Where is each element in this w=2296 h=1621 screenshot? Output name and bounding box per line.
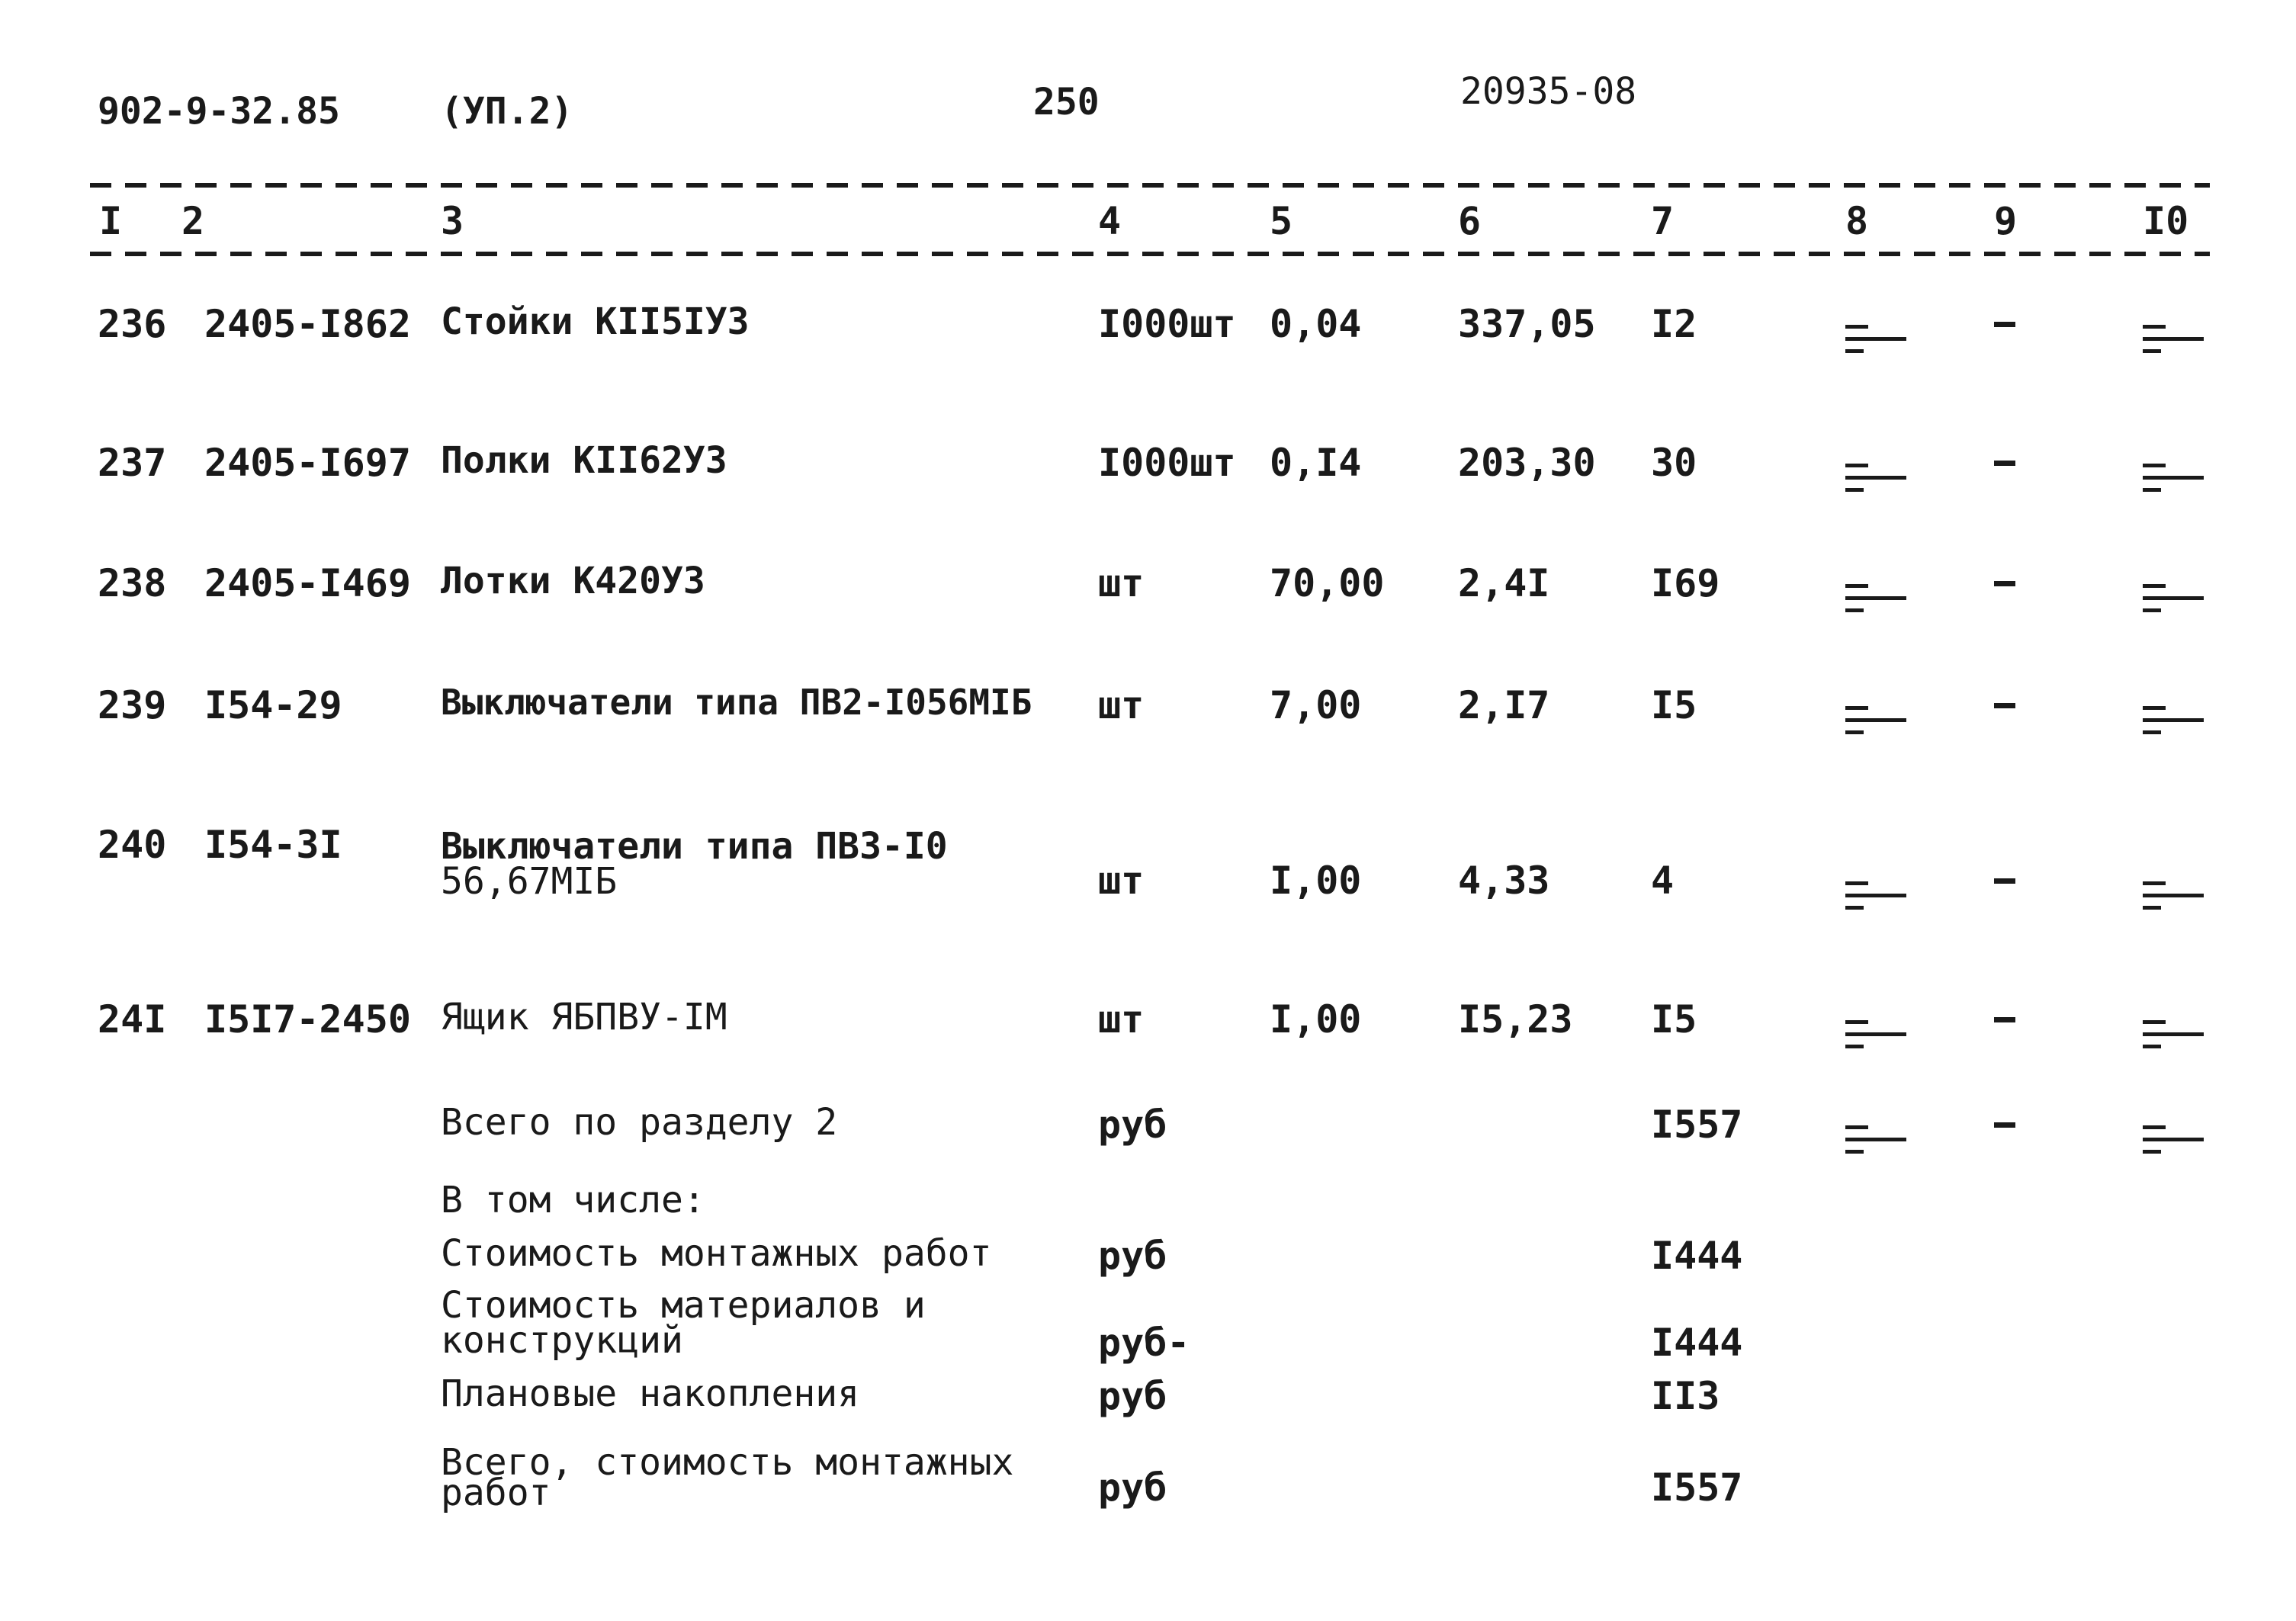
summary-label: Стоимость монтажных работ (441, 1232, 992, 1275)
row-name: Лотки К420УЗ (441, 560, 705, 602)
row-code: 2405-I697 (204, 441, 411, 485)
row-quantity: 7,00 (1270, 683, 1362, 727)
summary-label: Всего по разделу 2 (441, 1101, 838, 1144)
ditto-mark-col8 (1845, 459, 1906, 500)
ditto-mark-col8 (1845, 1121, 1906, 1162)
row-total: 4 (1651, 859, 1675, 903)
row-unit: шт (1098, 997, 1145, 1042)
row-quantity: 0,04 (1270, 302, 1362, 346)
summary-label-line-2: работ (441, 1472, 551, 1514)
row-unit: I000шт (1098, 302, 1236, 346)
summary-unit: руб- (1098, 1321, 1190, 1365)
row-code: 2405-I862 (204, 302, 411, 346)
row-unit-price: 337,05 (1458, 302, 1596, 346)
col-header-1: I (99, 199, 123, 243)
dash-mark-col9 (1994, 322, 2015, 327)
dash-mark-col9 (1994, 878, 2015, 884)
ditto-mark-col8 (1845, 701, 1906, 743)
row-unit-price: 4,33 (1458, 859, 1550, 903)
ditto-mark-col10 (2143, 1121, 2204, 1162)
summary-label: Плановые накопления (441, 1372, 860, 1415)
col-header-9: 9 (1994, 199, 2018, 243)
row-unit-price: 2,I7 (1458, 683, 1550, 727)
ditto-mark-col10 (2143, 1016, 2204, 1057)
inventory-number: 20935-08 (1460, 70, 1637, 113)
row-quantity: 70,00 (1270, 561, 1385, 605)
ditto-mark-col10 (2143, 579, 2204, 621)
row-total: 30 (1651, 441, 1697, 485)
row-number: 24I (98, 997, 167, 1042)
row-name: Выключатели типа ПВ2-I056МIБ (441, 682, 1032, 723)
ditto-mark-col10 (2143, 877, 2204, 918)
ditto-mark-col10 (2143, 459, 2204, 500)
row-total: I5 (1651, 683, 1697, 727)
row-unit-price: 2,4I (1458, 561, 1550, 605)
row-unit-price: I5,23 (1458, 997, 1573, 1042)
row-name: Полки КII62УЗ (441, 439, 727, 482)
row-code: I54-3I (204, 823, 342, 867)
col-header-3: 3 (441, 199, 464, 243)
doc-code: 902-9-32.85 (98, 90, 340, 133)
row-unit: шт (1098, 561, 1145, 605)
summary-unit: руб (1098, 1374, 1167, 1418)
top-rule (90, 183, 2210, 188)
summary-value: II3 (1651, 1374, 1720, 1418)
summary-unit: руб (1098, 1103, 1167, 1147)
row-unit-price: 203,30 (1458, 441, 1596, 485)
col-header-5: 5 (1270, 199, 1293, 243)
summary-unit: руб (1098, 1234, 1167, 1278)
album-number: (УП.2) (441, 90, 573, 133)
row-number: 237 (98, 441, 167, 485)
summary-label-line-1: Всего, стоимость монтажных (441, 1441, 1014, 1484)
ditto-mark-col8 (1845, 320, 1906, 361)
row-code: I5I7-2450 (204, 997, 411, 1042)
row-total: I69 (1651, 561, 1720, 605)
col-header-10: I0 (2143, 199, 2189, 243)
col-header-8: 8 (1845, 199, 1869, 243)
summary-label: В том числе: (441, 1179, 705, 1221)
col-header-2: 2 (181, 199, 205, 243)
dash-mark-col9 (1994, 461, 2015, 466)
summary-value: I557 (1651, 1103, 1743, 1147)
row-quantity: I,00 (1270, 997, 1362, 1042)
row-unit: шт (1098, 859, 1145, 903)
row-unit: шт (1098, 683, 1145, 727)
dash-mark-col9 (1994, 581, 2015, 586)
row-code: 2405-I469 (204, 561, 411, 605)
row-name-line-2: 56,67МIБ (441, 860, 618, 903)
ditto-mark-col8 (1845, 579, 1906, 621)
row-number: 236 (98, 302, 167, 346)
page-number: 250 (1033, 81, 1100, 124)
summary-unit: руб (1098, 1465, 1167, 1510)
ditto-mark-col8 (1845, 877, 1906, 918)
row-total: I5 (1651, 997, 1697, 1042)
ditto-mark-col10 (2143, 320, 2204, 361)
row-quantity: 0,I4 (1270, 441, 1362, 485)
summary-label-line-2: конструкций (441, 1319, 683, 1362)
row-name: Ящик ЯБПВУ-IМ (441, 996, 727, 1038)
row-total: I2 (1651, 302, 1697, 346)
row-quantity: I,00 (1270, 859, 1362, 903)
row-code: I54-29 (204, 683, 342, 727)
row-number: 239 (98, 683, 167, 727)
header-rule (90, 252, 2210, 256)
dash-mark-col9 (1994, 1122, 2015, 1128)
col-header-6: 6 (1458, 199, 1482, 243)
summary-value: I444 (1651, 1234, 1743, 1278)
row-name: Стойки КII5IУЗ (441, 300, 750, 343)
dash-mark-col9 (1994, 703, 2015, 708)
summary-value: I444 (1651, 1321, 1743, 1365)
row-name-line-1: Выключатели типа ПВ3-I0 (441, 825, 948, 868)
col-header-7: 7 (1651, 199, 1675, 243)
summary-label-line-1: Стоимость материалов и (441, 1284, 926, 1327)
ditto-mark-col8 (1845, 1016, 1906, 1057)
row-unit: I000шт (1098, 441, 1236, 485)
ditto-mark-col10 (2143, 701, 2204, 743)
row-number: 238 (98, 561, 167, 605)
summary-value: I557 (1651, 1465, 1743, 1510)
col-header-4: 4 (1098, 199, 1122, 243)
row-number: 240 (98, 823, 167, 867)
dash-mark-col9 (1994, 1017, 2015, 1022)
